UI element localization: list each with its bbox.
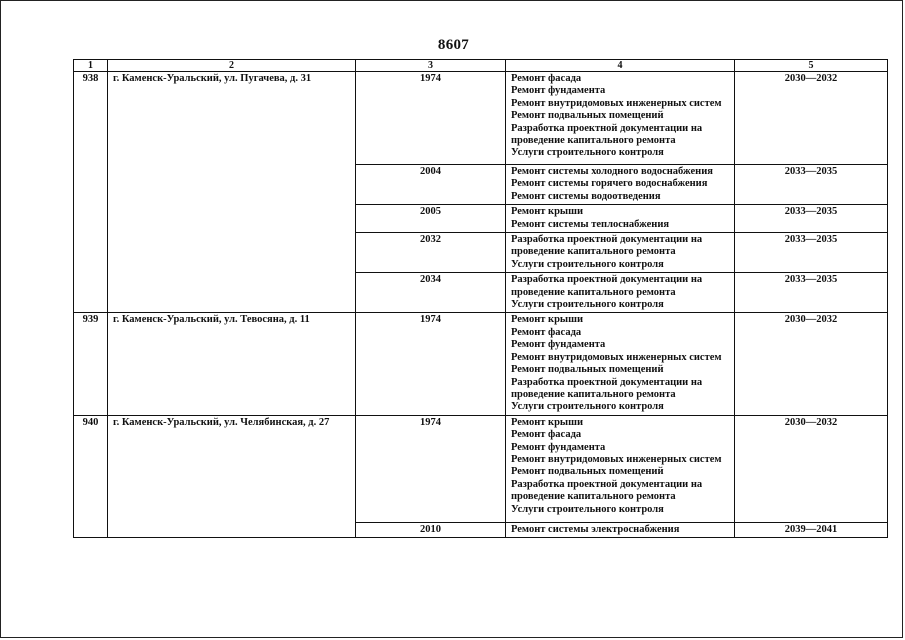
construction-year: 2032 xyxy=(356,233,506,273)
building-address: г. Каменск-Уральский, ул. Челябинская, д. 27 xyxy=(108,415,356,537)
work-item: Ремонт фасада xyxy=(511,326,582,338)
repair-period: 2033—2035 xyxy=(735,205,888,233)
construction-year: 2004 xyxy=(356,165,506,205)
repair-works xyxy=(506,233,735,273)
repair-period: 2030—2032 xyxy=(735,415,888,522)
work-item: Услуги строительного контроля xyxy=(511,258,664,270)
table-row xyxy=(74,415,888,522)
repair-works xyxy=(506,205,735,233)
work-item: Разработка проектной документации на xyxy=(511,122,703,134)
repair-period: 2039—2041 xyxy=(735,522,888,537)
work-item: проведение капитального ремонта xyxy=(511,135,676,147)
work-item: проведение капитального ремонта xyxy=(511,286,676,298)
work-item: Ремонт системы теплоснабжения xyxy=(511,218,670,230)
work-item: Разработка проектной документации на xyxy=(511,234,703,246)
repair-period: 2030—2032 xyxy=(735,72,888,165)
repair-works xyxy=(506,415,735,522)
construction-year: 1974 xyxy=(356,72,506,165)
column-header: 3 xyxy=(356,60,506,72)
work-item: Ремонт подвальных помещений xyxy=(511,110,664,122)
repair-works xyxy=(506,313,735,415)
repair-works xyxy=(506,165,735,205)
work-item: Услуги строительного контроля xyxy=(511,503,664,515)
repair-period: 2033—2035 xyxy=(735,233,888,273)
column-header: 4 xyxy=(506,60,735,72)
work-item: Ремонт фасада xyxy=(511,429,582,441)
repair-period: 2033—2035 xyxy=(735,165,888,205)
repair-period: 2030—2032 xyxy=(735,313,888,415)
work-item: Ремонт фасада xyxy=(511,73,582,84)
column-header: 2 xyxy=(108,60,356,72)
work-item: Ремонт подвальных помещений xyxy=(511,466,664,478)
construction-year: 2034 xyxy=(356,273,506,313)
work-item: проведение капитального ремонта xyxy=(511,388,676,400)
construction-year: 2005 xyxy=(356,205,506,233)
repair-works xyxy=(506,273,735,313)
work-item: Ремонт крыши xyxy=(511,314,584,326)
table-header-row xyxy=(74,60,888,72)
work-item: Услуги строительного контроля xyxy=(511,401,664,413)
work-item: Ремонт фундамента xyxy=(511,85,606,97)
table-row xyxy=(74,72,888,165)
construction-year: 2010 xyxy=(356,522,506,537)
building-address: г. Каменск-Уральский, ул. Тевосяна, д. 11 xyxy=(108,313,356,415)
work-item: Ремонт системы электроснабжения xyxy=(511,523,680,535)
construction-year: 1974 xyxy=(356,415,506,522)
page-number: 8607 xyxy=(437,37,470,53)
construction-year: 1974 xyxy=(356,313,506,415)
entry-number: 939 xyxy=(74,313,108,415)
repair-period: 2033—2035 xyxy=(735,273,888,313)
entry-number: 938 xyxy=(74,72,108,313)
work-item: Ремонт внутридомовых инженерных систем xyxy=(511,453,722,465)
repair-works xyxy=(506,72,735,165)
work-item: Ремонт фундамента xyxy=(511,441,606,453)
work-item: Услуги строительного контроля xyxy=(511,299,664,311)
entry-number: 940 xyxy=(74,415,108,537)
building-address: г. Каменск-Уральский, ул. Пугачева, д. 31 xyxy=(108,72,356,313)
work-item: Разработка проектной документации на xyxy=(511,376,703,388)
work-item: Ремонт подвальных помещений xyxy=(511,364,664,376)
column-header: 1 xyxy=(74,60,108,72)
work-item: Ремонт фундамента xyxy=(511,339,606,351)
work-item: Ремонт крыши xyxy=(511,416,584,428)
work-item: Ремонт крыши xyxy=(511,206,584,218)
capital-repair-table xyxy=(73,59,888,538)
work-item: Ремонт системы водоотведения xyxy=(511,190,661,202)
work-item: проведение капитального ремонта xyxy=(511,246,676,258)
work-item: Разработка проектной документации на xyxy=(511,478,703,490)
repair-works xyxy=(506,522,735,537)
work-item: Ремонт системы горячего водоснабжения xyxy=(511,178,708,190)
table-row xyxy=(74,313,888,415)
column-header: 5 xyxy=(735,60,888,72)
work-item: Услуги строительного контроля xyxy=(511,147,664,159)
work-item: Ремонт внутридомовых инженерных систем xyxy=(511,351,722,363)
work-item: Ремонт внутридомовых инженерных систем xyxy=(511,97,722,109)
work-item: проведение капитального ремонта xyxy=(511,491,676,503)
work-item: Ремонт системы холодного водоснабжения xyxy=(511,166,713,177)
work-item: Разработка проектной документации на xyxy=(511,274,703,286)
